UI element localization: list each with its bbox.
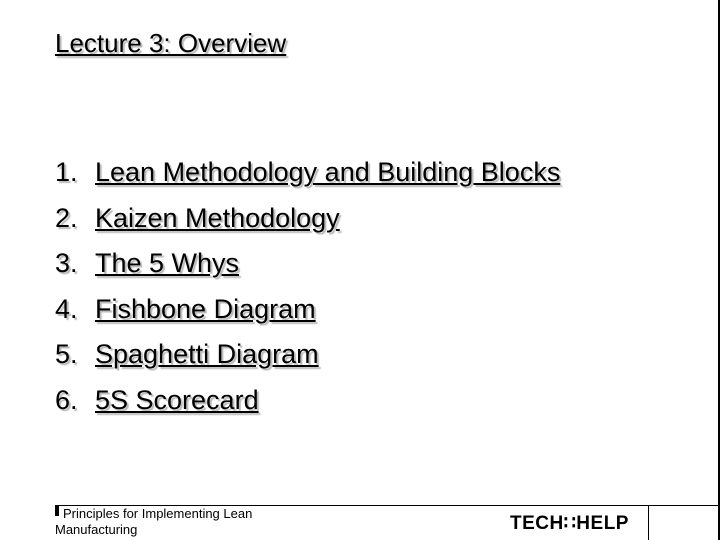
agenda-list bbox=[55, 150, 560, 423]
footer-course-name bbox=[55, 506, 315, 538]
slide-title: Lecture 3: Overview bbox=[55, 28, 287, 58]
agenda-item-number: 4. bbox=[55, 293, 78, 324]
agenda-item-number: 2. bbox=[55, 202, 78, 233]
agenda-item-label: Kaizen Methodology bbox=[95, 202, 340, 233]
agenda-item-number: 3. bbox=[55, 248, 78, 278]
footer-divider bbox=[648, 506, 649, 540]
agenda-item bbox=[55, 196, 560, 242]
agenda-item bbox=[55, 378, 560, 424]
agenda-item-number: 1. bbox=[55, 157, 78, 187]
agenda-item bbox=[55, 150, 560, 196]
agenda-item-number: 6. bbox=[55, 384, 78, 415]
agenda-item-label: 5S Scorecard bbox=[95, 384, 259, 415]
agenda-item bbox=[55, 241, 560, 287]
agenda-item bbox=[55, 287, 560, 333]
agenda-item-number: 5. bbox=[55, 339, 78, 369]
footer-course-line2: Manufacturing bbox=[55, 522, 138, 537]
agenda-item-label: Fishbone Diagram bbox=[95, 293, 316, 324]
footer-course-line1: Principles for Implementing Lean bbox=[63, 506, 253, 521]
agenda-item bbox=[55, 332, 560, 378]
agenda-item-label: The 5 Whys bbox=[95, 248, 240, 278]
agenda-item-label: Lean Methodology and Building Blocks bbox=[95, 157, 561, 187]
agenda-item-label: Spaghetti Diagram bbox=[95, 339, 319, 369]
techhelp-logo: TECH∷HELP bbox=[510, 513, 629, 534]
